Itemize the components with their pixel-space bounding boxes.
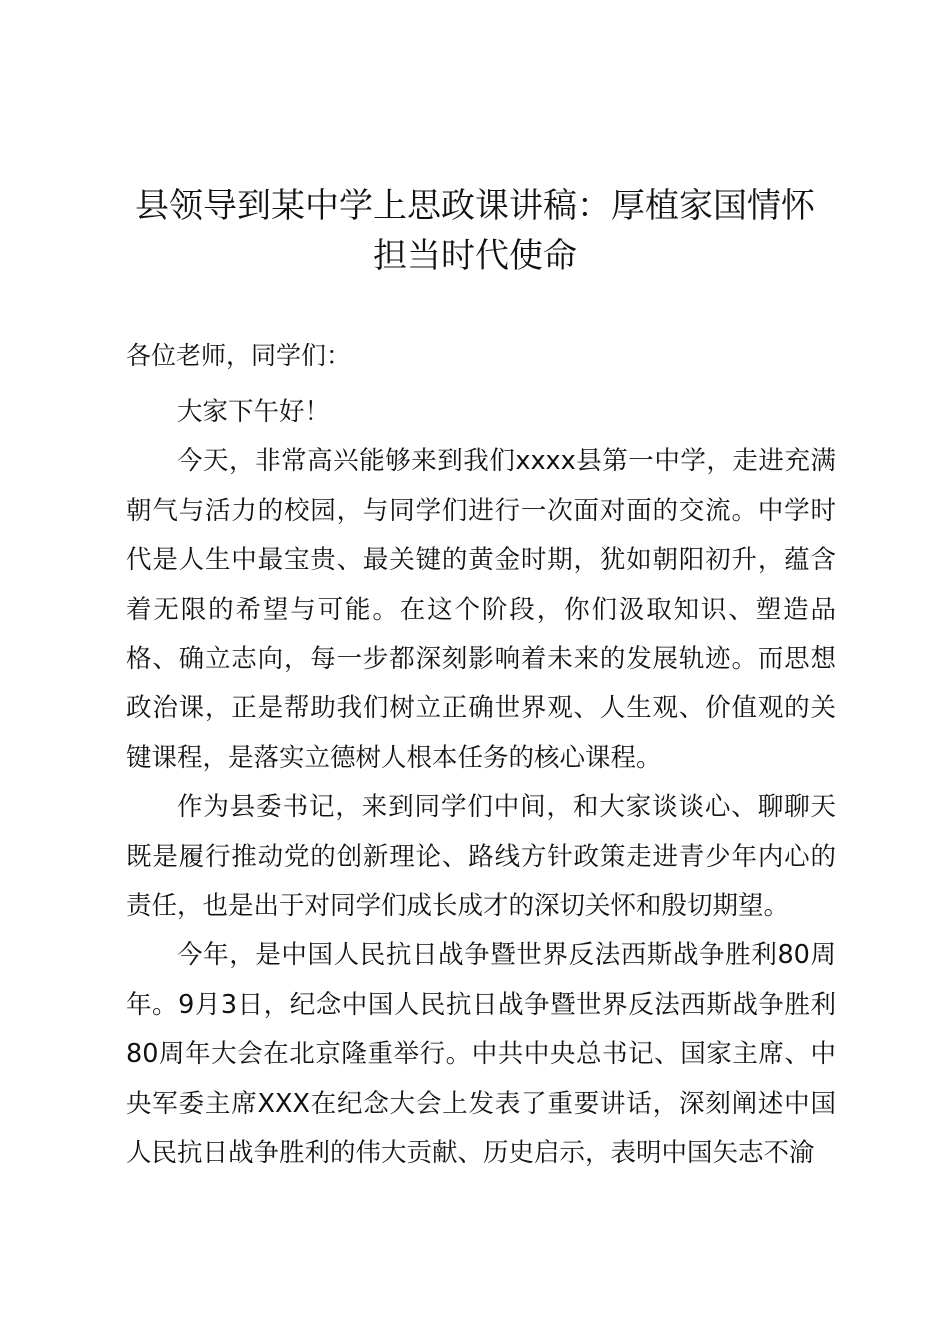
paragraph-greeting: 大家下午好！ [177,397,331,427]
document-body [126,388,836,1179]
paragraph-anniversary: 今年，是中国人民抗日战争暨世界反法西斯战争胜利80周年。9月3日，纪念中国人民抗日战争暨世界反法西斯战争胜利80周年大会在北京隆重举行。中共中央总书记、国家主席、中央军委主席XXX在纪念大会上发表了重要讲话，深刻阐述中国人民抗日战争胜利的伟大贡献、历史启示，表明中国矢志不渝 [126,940,836,1169]
document-title-line-2: 担当时代使命 [373,236,577,276]
document-title-line-1: 县领导到某中学上思政课讲稿：厚植家国情怀 [135,186,815,226]
paragraph-intro: 今天，非常高兴能够来到我们xxxx县第一中学，走进充满朝气与活力的校园，与同学们进行一次面对面的交流。中学时代是人生中最宝贵、最关键的黄金时期，犹如朝阳初升，蕴含着无限的希望与可能。在这个阶段，你们汲取知识、塑造品格、确立志向，每一步都深刻影响着未来的发展轨迹。而思想政治课，正是帮助我们树立正确世界观、人生观、价值观的关键课程，是落实立德树人根本任务的核心课程。 [126,446,836,773]
salutation: 各位老师，同学们： [126,341,352,370]
paragraph-role: 作为县委书记，来到同学们中间，和大家谈谈心、聊聊天既是履行推动党的创新理论、路线方针政策走进青少年内心的责任，也是出于对同学们成长成才的深切关怀和殷切期望。 [126,792,836,922]
